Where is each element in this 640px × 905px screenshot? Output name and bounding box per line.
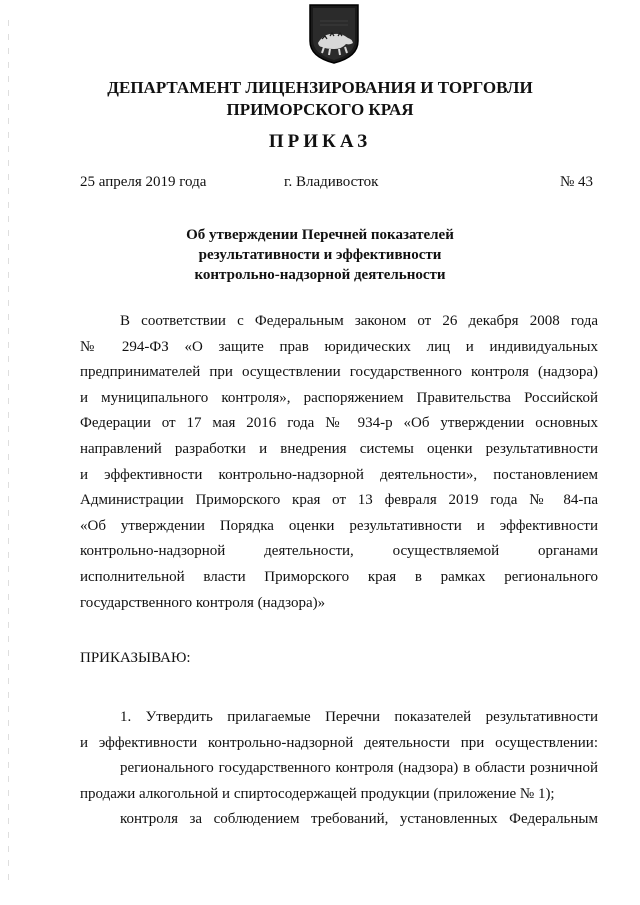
order-title: ПРИКАЗ [268,131,372,152]
preamble-line: направлений разработки и внедрения системы оценки результативности [80,440,598,457]
order-subject [0,225,640,285]
clause-line: продажи алкогольной и спиртосодержащей продукции (приложение № 1); [80,785,555,802]
clause-line: 1. Утвердить прилагаемые Перечни показателей результативности [120,709,598,725]
subject-line-1: Об утверждении Перечней показателей [186,227,454,243]
preamble-line: № 294-ФЗ «О защите прав юридических лиц и индивидуальных [80,338,598,355]
preamble-line: контрольно-надзорной деятельности, осуществляемой органами [80,543,598,560]
preamble-line: исполнительной власти Приморского края в рамках регионального [80,568,598,585]
clause-1-paragraph [80,705,598,833]
order-number: № 43 [560,174,594,190]
header-line-1: ДЕПАРТАМЕНТ ЛИЦЕНЗИРОВАНИЯ И ТОРГОВЛИ [107,78,533,97]
preamble-paragraph [80,309,598,616]
preamble-line: «Об утверждении Порядка оценки результативности и эффективности [80,517,598,534]
decree-word: ПРИКАЗЫВАЮ: [80,650,191,666]
subject-line-3: контрольно-надзорной деятельности [194,267,446,283]
header-line-2: ПРИМОРСКОГО КРАЯ [226,100,414,119]
preamble-line: В соответствии с Федеральным законом от 26 декабря 2008 года [120,313,598,329]
order-city: г. Владивосток [284,174,379,190]
subject-line-2: результативности и эффективности [198,247,442,263]
preamble-line: Федерации от 17 мая 2016 года № 934-р «Об утверждении основных [80,415,598,432]
primorsky-coat-of-arms-icon [306,3,362,65]
clause-line: и эффективности контрольно-надзорной деятельности при осуществлении: [80,734,598,751]
preamble-line: государственного контроля (надзора)» [80,594,326,611]
clause-line: регионального государственного контроля (надзора) в области розничной [120,760,598,777]
department-header [0,77,640,121]
preamble-line: предпринимателей при осуществлении государственного контроля (надзора) [80,364,598,381]
preamble-line: и муниципального контроля», распоряжением Правительства Российской [80,389,598,406]
preamble-line: Администрации Приморского края от 13 февраля 2019 года № 84-па [80,492,598,509]
preamble-line: и эффективности контрольно-надзорной деятельности», постановлением [80,466,598,483]
clause-line: контроля за соблюдением требований, установленных Федеральным [120,811,598,828]
order-date: 25 апреля 2019 года [80,174,207,190]
